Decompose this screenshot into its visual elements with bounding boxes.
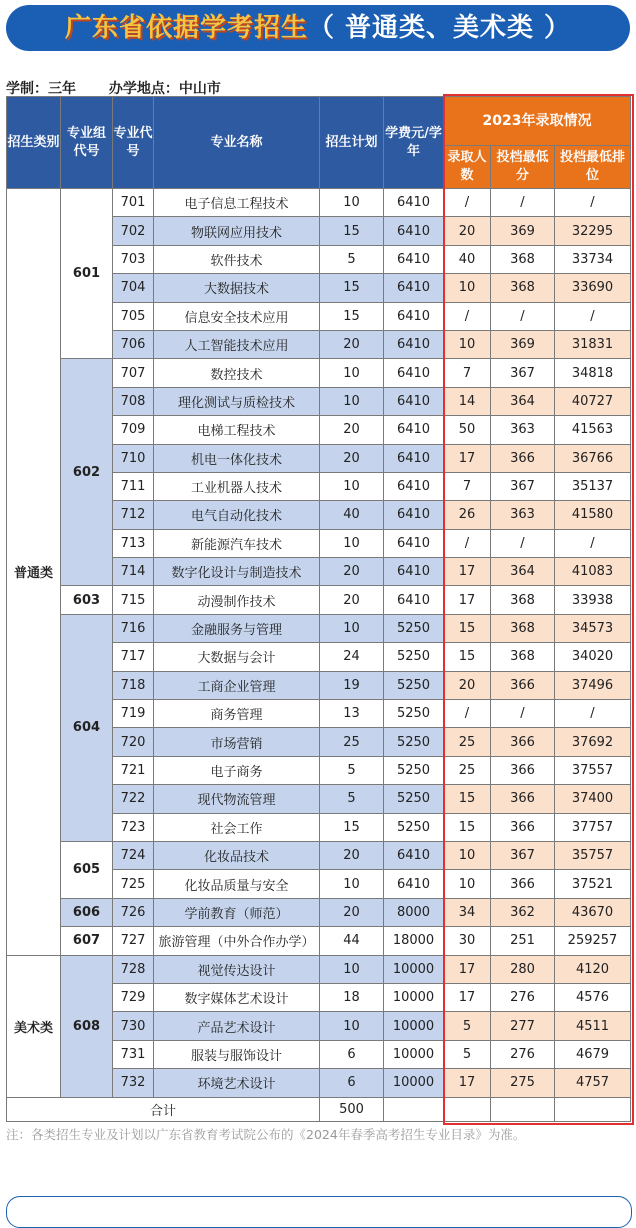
- major-name-cell: 数字化设计与制造技术: [154, 558, 320, 586]
- tuition-cell: 10000: [384, 983, 444, 1011]
- program-meta: [6, 78, 249, 98]
- admitted-cell: /: [444, 700, 491, 728]
- major-name-cell: 环境艺术设计: [154, 1069, 320, 1097]
- min-rank-cell: 34818: [555, 359, 631, 387]
- group-code-cell: 606: [61, 898, 113, 926]
- min-score-cell: 368: [491, 643, 555, 671]
- min-score-cell: 368: [491, 586, 555, 614]
- min-score-cell: 367: [491, 841, 555, 869]
- admitted-cell: 10: [444, 274, 491, 302]
- min-score-cell: 368: [491, 614, 555, 642]
- min-score-cell: /: [491, 189, 555, 217]
- min-rank-cell: 37400: [555, 785, 631, 813]
- admitted-cell: 7: [444, 472, 491, 500]
- table-row: [7, 189, 631, 217]
- min-score-cell: 275: [491, 1069, 555, 1097]
- major-code-cell: 717: [113, 643, 154, 671]
- empty-cell: [444, 1097, 491, 1121]
- table-row: [7, 927, 631, 955]
- min-score-cell: 363: [491, 501, 555, 529]
- plan-cell: 6: [320, 1040, 384, 1068]
- plan-cell: 20: [320, 586, 384, 614]
- plan-cell: 10: [320, 189, 384, 217]
- major-name-cell: 社会工作: [154, 813, 320, 841]
- tuition-cell: 6410: [384, 330, 444, 358]
- min-score-cell: 280: [491, 955, 555, 983]
- major-name-cell: 数字媒体艺术设计: [154, 983, 320, 1011]
- min-score-cell: 368: [491, 274, 555, 302]
- major-name-cell: 机电一体化技术: [154, 444, 320, 472]
- header-min-rank: 投档最低排位: [555, 146, 631, 189]
- major-name-cell: 电气自动化技术: [154, 501, 320, 529]
- major-code-cell: 712: [113, 501, 154, 529]
- group-code-cell: 605: [61, 841, 113, 898]
- plan-cell: 15: [320, 302, 384, 330]
- min-score-cell: 366: [491, 756, 555, 784]
- tuition-cell: 6410: [384, 274, 444, 302]
- plan-cell: 15: [320, 813, 384, 841]
- min-score-cell: 362: [491, 898, 555, 926]
- min-score-cell: 366: [491, 870, 555, 898]
- major-name-cell: 现代物流管理: [154, 785, 320, 813]
- admitted-cell: 34: [444, 898, 491, 926]
- major-name-cell: 学前教育（师范）: [154, 898, 320, 926]
- major-name-cell: 化妆品技术: [154, 841, 320, 869]
- duration-text: 学制：三年: [6, 81, 76, 97]
- major-name-cell: 工商企业管理: [154, 671, 320, 699]
- min-score-cell: /: [491, 529, 555, 557]
- total-label: 合计: [7, 1097, 320, 1121]
- group-code-cell: 602: [61, 359, 113, 586]
- major-code-cell: 715: [113, 586, 154, 614]
- admitted-cell: 15: [444, 643, 491, 671]
- min-score-cell: 276: [491, 983, 555, 1011]
- min-rank-cell: 37692: [555, 728, 631, 756]
- total-plan: 500: [320, 1097, 384, 1121]
- tuition-cell: 6410: [384, 501, 444, 529]
- empty-cell: [491, 1097, 555, 1121]
- total-row: [7, 1097, 631, 1121]
- major-name-cell: 产品艺术设计: [154, 1012, 320, 1040]
- tuition-cell: 6410: [384, 529, 444, 557]
- major-code-cell: 729: [113, 983, 154, 1011]
- min-rank-cell: 34020: [555, 643, 631, 671]
- table-row: [7, 359, 631, 387]
- admitted-cell: 7: [444, 359, 491, 387]
- min-score-cell: 369: [491, 330, 555, 358]
- tuition-cell: 6410: [384, 444, 444, 472]
- min-rank-cell: 33734: [555, 245, 631, 273]
- min-rank-cell: 33690: [555, 274, 631, 302]
- tuition-cell: 6410: [384, 302, 444, 330]
- major-name-cell: 金融服务与管理: [154, 614, 320, 642]
- major-name-cell: 软件技术: [154, 245, 320, 273]
- header-plan: 招生计划: [320, 97, 384, 189]
- admitted-cell: 50: [444, 416, 491, 444]
- next-section-frame: [6, 1196, 632, 1228]
- major-code-cell: 709: [113, 416, 154, 444]
- admitted-cell: /: [444, 189, 491, 217]
- major-name-cell: 大数据与会计: [154, 643, 320, 671]
- plan-cell: 19: [320, 671, 384, 699]
- min-rank-cell: 32295: [555, 217, 631, 245]
- tuition-cell: 5250: [384, 813, 444, 841]
- major-name-cell: 物联网应用技术: [154, 217, 320, 245]
- tuition-cell: 6410: [384, 387, 444, 415]
- plan-cell: 18: [320, 983, 384, 1011]
- major-code-cell: 726: [113, 898, 154, 926]
- min-rank-cell: 4679: [555, 1040, 631, 1068]
- plan-cell: 10: [320, 1012, 384, 1040]
- admitted-cell: 30: [444, 927, 491, 955]
- major-name-cell: 视觉传达设计: [154, 955, 320, 983]
- min-rank-cell: 4576: [555, 983, 631, 1011]
- tuition-cell: 5250: [384, 728, 444, 756]
- plan-cell: 44: [320, 927, 384, 955]
- admitted-cell: 5: [444, 1012, 491, 1040]
- min-score-cell: 367: [491, 472, 555, 500]
- title-banner: [6, 5, 630, 51]
- plan-cell: 20: [320, 898, 384, 926]
- group-code-cell: 604: [61, 614, 113, 841]
- plan-cell: 5: [320, 785, 384, 813]
- min-rank-cell: /: [555, 189, 631, 217]
- tuition-cell: 5250: [384, 643, 444, 671]
- banner-title: [6, 5, 630, 51]
- plan-cell: 10: [320, 359, 384, 387]
- admitted-cell: 20: [444, 217, 491, 245]
- major-code-cell: 707: [113, 359, 154, 387]
- tuition-cell: 6410: [384, 416, 444, 444]
- table-row: [7, 955, 631, 983]
- min-rank-cell: 34573: [555, 614, 631, 642]
- table-row: [7, 898, 631, 926]
- min-score-cell: 366: [491, 444, 555, 472]
- banner-title-rest: （ 普通类、美术类 ）: [307, 13, 572, 43]
- header-group-code: 专业组代号: [61, 97, 113, 189]
- admitted-cell: 17: [444, 983, 491, 1011]
- group-code-cell: 608: [61, 955, 113, 1097]
- tuition-cell: 6410: [384, 189, 444, 217]
- min-score-cell: 364: [491, 387, 555, 415]
- category-cell: 普通类: [7, 189, 61, 956]
- plan-cell: 20: [320, 416, 384, 444]
- tuition-cell: 5250: [384, 756, 444, 784]
- tuition-cell: 6410: [384, 586, 444, 614]
- admitted-cell: 17: [444, 558, 491, 586]
- major-code-cell: 728: [113, 955, 154, 983]
- major-code-cell: 702: [113, 217, 154, 245]
- tuition-cell: 5250: [384, 671, 444, 699]
- admitted-cell: 10: [444, 330, 491, 358]
- tuition-cell: 10000: [384, 1012, 444, 1040]
- admitted-cell: /: [444, 302, 491, 330]
- major-name-cell: 化妆品质量与安全: [154, 870, 320, 898]
- footnote: 注：各类招生专业及计划以广东省教育考试院公布的《2024年春季高考招生专业目录》为准。: [6, 1127, 526, 1142]
- min-rank-cell: 31831: [555, 330, 631, 358]
- major-name-cell: 新能源汽车技术: [154, 529, 320, 557]
- tuition-cell: 6410: [384, 472, 444, 500]
- major-code-cell: 704: [113, 274, 154, 302]
- group-code-cell: 607: [61, 927, 113, 955]
- min-score-cell: 276: [491, 1040, 555, 1068]
- plan-cell: 10: [320, 387, 384, 415]
- tuition-cell: 8000: [384, 898, 444, 926]
- location-text: 办学地点：中山市: [108, 81, 221, 97]
- header-admitted: 录取人数: [444, 146, 491, 189]
- admitted-cell: 17: [444, 586, 491, 614]
- plan-cell: 10: [320, 614, 384, 642]
- min-rank-cell: 259257: [555, 927, 631, 955]
- min-rank-cell: /: [555, 302, 631, 330]
- plan-cell: 20: [320, 841, 384, 869]
- major-code-cell: 727: [113, 927, 154, 955]
- plan-cell: 20: [320, 444, 384, 472]
- min-score-cell: 369: [491, 217, 555, 245]
- admitted-cell: 17: [444, 444, 491, 472]
- group-code-cell: 603: [61, 586, 113, 614]
- major-name-cell: 电梯工程技术: [154, 416, 320, 444]
- tuition-cell: 6410: [384, 359, 444, 387]
- min-rank-cell: 4757: [555, 1069, 631, 1097]
- plan-cell: 15: [320, 217, 384, 245]
- admitted-cell: 17: [444, 1069, 491, 1097]
- major-name-cell: 数控技术: [154, 359, 320, 387]
- major-name-cell: 商务管理: [154, 700, 320, 728]
- admitted-cell: /: [444, 529, 491, 557]
- plan-cell: 15: [320, 274, 384, 302]
- admitted-cell: 17: [444, 955, 491, 983]
- plan-cell: 40: [320, 501, 384, 529]
- major-code-cell: 706: [113, 330, 154, 358]
- min-score-cell: 366: [491, 785, 555, 813]
- min-score-cell: 366: [491, 813, 555, 841]
- min-score-cell: 363: [491, 416, 555, 444]
- min-score-cell: 364: [491, 558, 555, 586]
- major-name-cell: 服装与服饰设计: [154, 1040, 320, 1068]
- major-code-cell: 705: [113, 302, 154, 330]
- table-row: [7, 586, 631, 614]
- header-min-score: 投档最低分: [491, 146, 555, 189]
- major-code-cell: 724: [113, 841, 154, 869]
- min-score-cell: 368: [491, 245, 555, 273]
- tuition-cell: 6410: [384, 245, 444, 273]
- min-score-cell: 277: [491, 1012, 555, 1040]
- min-rank-cell: 35137: [555, 472, 631, 500]
- min-score-cell: /: [491, 700, 555, 728]
- category-cell: 美术类: [7, 955, 61, 1097]
- major-code-cell: 730: [113, 1012, 154, 1040]
- plan-cell: 13: [320, 700, 384, 728]
- group-code-cell: 601: [61, 189, 113, 359]
- header-2023-admission: 2023年录取情况: [444, 97, 631, 146]
- min-rank-cell: 43670: [555, 898, 631, 926]
- min-score-cell: 366: [491, 728, 555, 756]
- plan-cell: 25: [320, 728, 384, 756]
- major-code-cell: 708: [113, 387, 154, 415]
- admitted-cell: 10: [444, 841, 491, 869]
- min-score-cell: 251: [491, 927, 555, 955]
- tuition-cell: 5250: [384, 614, 444, 642]
- admitted-cell: 15: [444, 614, 491, 642]
- major-code-cell: 716: [113, 614, 154, 642]
- major-code-cell: 710: [113, 444, 154, 472]
- min-score-cell: 367: [491, 359, 555, 387]
- min-rank-cell: 37521: [555, 870, 631, 898]
- tuition-cell: 5250: [384, 700, 444, 728]
- admitted-cell: 15: [444, 785, 491, 813]
- major-name-cell: 工业机器人技术: [154, 472, 320, 500]
- major-code-cell: 725: [113, 870, 154, 898]
- tuition-cell: 10000: [384, 1069, 444, 1097]
- plan-cell: 6: [320, 1069, 384, 1097]
- major-name-cell: 电子商务: [154, 756, 320, 784]
- min-rank-cell: 41580: [555, 501, 631, 529]
- min-rank-cell: 35757: [555, 841, 631, 869]
- min-rank-cell: 37757: [555, 813, 631, 841]
- min-rank-cell: /: [555, 700, 631, 728]
- min-rank-cell: 40727: [555, 387, 631, 415]
- major-name-cell: 人工智能技术应用: [154, 330, 320, 358]
- admitted-cell: 26: [444, 501, 491, 529]
- admitted-cell: 25: [444, 756, 491, 784]
- min-rank-cell: /: [555, 529, 631, 557]
- plan-cell: 5: [320, 245, 384, 273]
- plan-cell: 10: [320, 472, 384, 500]
- plan-cell: 10: [320, 955, 384, 983]
- major-name-cell: 大数据技术: [154, 274, 320, 302]
- plan-cell: 20: [320, 558, 384, 586]
- min-rank-cell: 4511: [555, 1012, 631, 1040]
- min-rank-cell: 41083: [555, 558, 631, 586]
- major-code-cell: 713: [113, 529, 154, 557]
- min-rank-cell: 37557: [555, 756, 631, 784]
- admitted-cell: 25: [444, 728, 491, 756]
- major-name-cell: 电子信息工程技术: [154, 189, 320, 217]
- tuition-cell: 6410: [384, 217, 444, 245]
- header-major-code: 专业代号: [113, 97, 154, 189]
- admitted-cell: 40: [444, 245, 491, 273]
- major-name-cell: 市场营销: [154, 728, 320, 756]
- min-rank-cell: 33938: [555, 586, 631, 614]
- major-code-cell: 714: [113, 558, 154, 586]
- admitted-cell: 5: [444, 1040, 491, 1068]
- major-code-cell: 721: [113, 756, 154, 784]
- admitted-cell: 15: [444, 813, 491, 841]
- major-code-cell: 723: [113, 813, 154, 841]
- header-tuition: 学费元/学年: [384, 97, 444, 189]
- empty-cell: [555, 1097, 631, 1121]
- major-code-cell: 722: [113, 785, 154, 813]
- min-score-cell: /: [491, 302, 555, 330]
- plan-cell: 10: [320, 529, 384, 557]
- empty-cell: [384, 1097, 444, 1121]
- tuition-cell: 6410: [384, 841, 444, 869]
- major-code-cell: 720: [113, 728, 154, 756]
- table-body: [7, 189, 631, 1122]
- min-rank-cell: 4120: [555, 955, 631, 983]
- table-row: [7, 614, 631, 642]
- major-code-cell: 732: [113, 1069, 154, 1097]
- banner-title-highlight: 广东省依据学考招生: [64, 13, 308, 43]
- tuition-cell: 10000: [384, 1040, 444, 1068]
- plan-cell: 10: [320, 870, 384, 898]
- min-rank-cell: 37496: [555, 671, 631, 699]
- tuition-cell: 6410: [384, 558, 444, 586]
- admitted-cell: 14: [444, 387, 491, 415]
- min-rank-cell: 36766: [555, 444, 631, 472]
- major-code-cell: 703: [113, 245, 154, 273]
- admissions-table: [6, 96, 631, 1122]
- plan-cell: 24: [320, 643, 384, 671]
- major-name-cell: 动漫制作技术: [154, 586, 320, 614]
- admitted-cell: 20: [444, 671, 491, 699]
- plan-cell: 5: [320, 756, 384, 784]
- header-major-name: 专业名称: [154, 97, 320, 189]
- tuition-cell: 5250: [384, 785, 444, 813]
- tuition-cell: 10000: [384, 955, 444, 983]
- major-name-cell: 信息安全技术应用: [154, 302, 320, 330]
- table-row: [7, 841, 631, 869]
- tuition-cell: 6410: [384, 870, 444, 898]
- major-code-cell: 719: [113, 700, 154, 728]
- major-code-cell: 701: [113, 189, 154, 217]
- major-name-cell: 理化测试与质检技术: [154, 387, 320, 415]
- admitted-cell: 10: [444, 870, 491, 898]
- min-rank-cell: 41563: [555, 416, 631, 444]
- header-category: 招生类别: [7, 97, 61, 189]
- tuition-cell: 18000: [384, 927, 444, 955]
- major-code-cell: 731: [113, 1040, 154, 1068]
- plan-cell: 20: [320, 330, 384, 358]
- min-score-cell: 366: [491, 671, 555, 699]
- major-code-cell: 711: [113, 472, 154, 500]
- major-code-cell: 718: [113, 671, 154, 699]
- major-name-cell: 旅游管理（中外合作办学）: [154, 927, 320, 955]
